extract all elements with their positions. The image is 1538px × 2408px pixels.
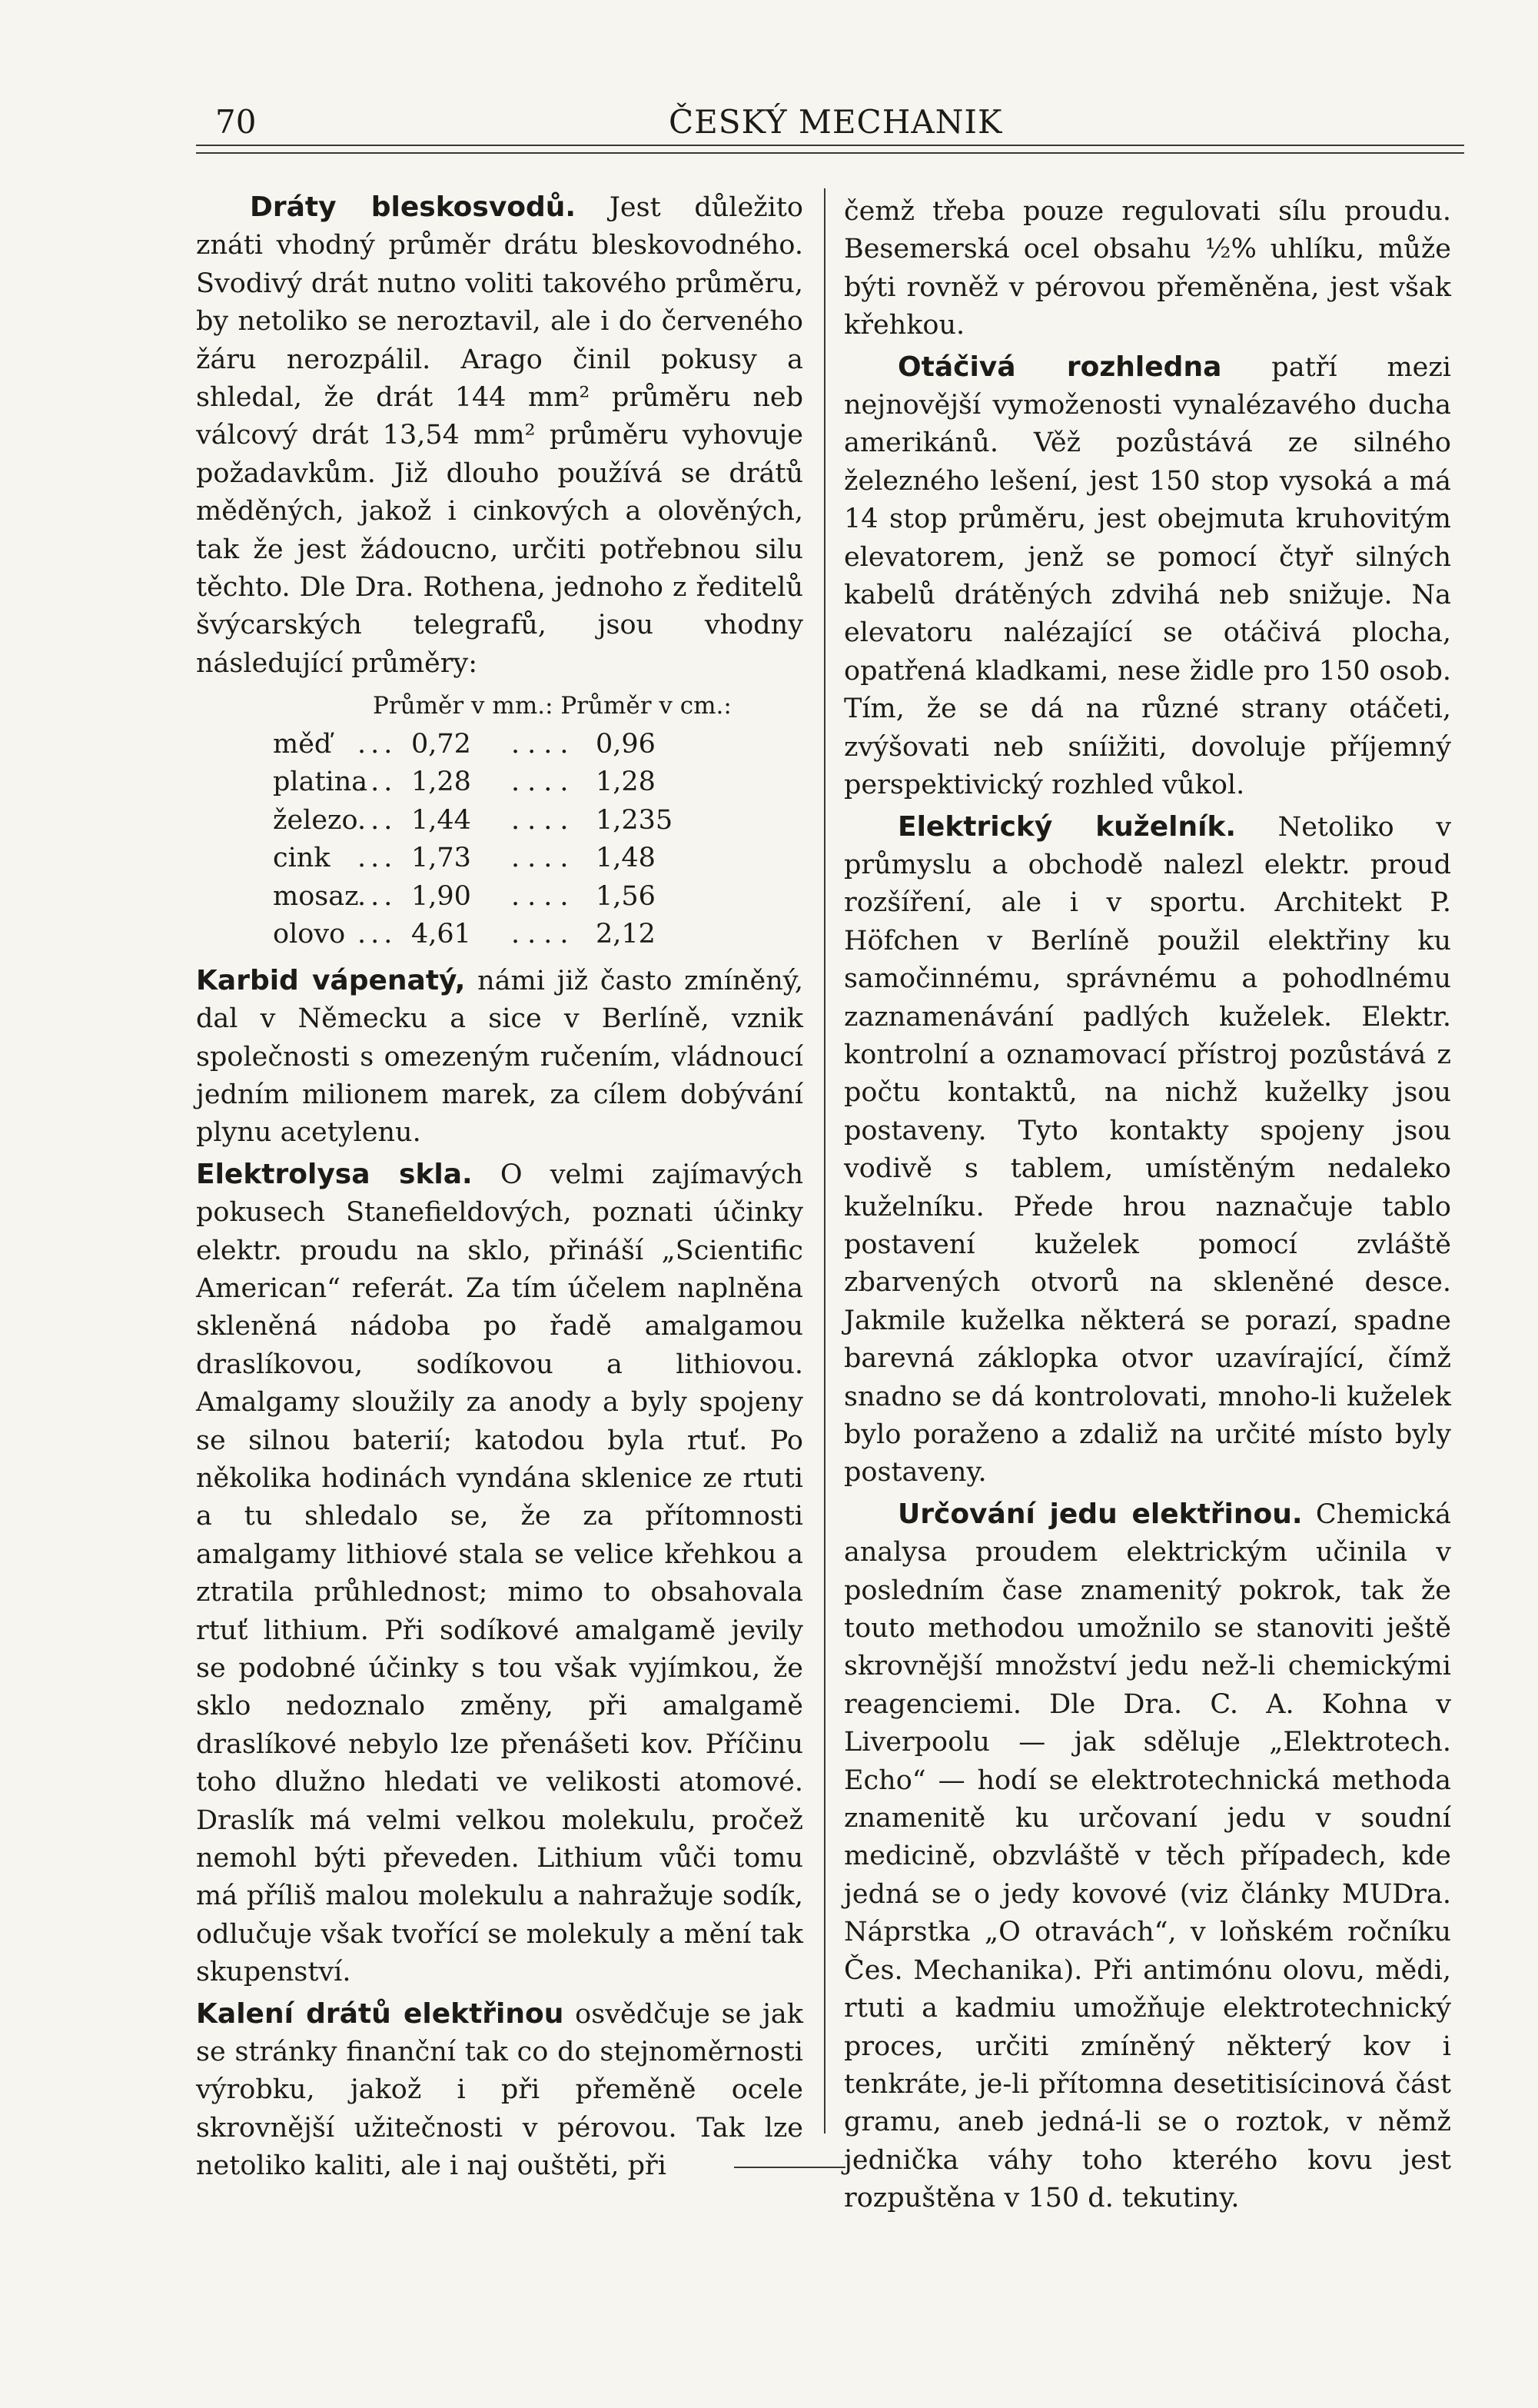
leader-dots: ... [357,919,397,950]
column-divider [824,188,825,2134]
article-rozhledna [844,348,1451,805]
body-kuzelnik: Netoliko v průmyslu a obchodě nalezl elektr. proud rozšíření, ale i v sportu. Architekt P. Höfchen v Berlíně použil elektřiny ku samočinnému, správnému a pohodlnému zaznamenávání padlých kuželek. Elektr. kontrolní a oznamovací přístroj pozůstává z počtu kontaktů, na nichž kuželky jsou postaveny. Tyto kontakty spojeny jsou vodivě s tablem, umístěným nedaleko kuželníku. Přede hrou naznačuje tablo postavení kuželek pomocí zvláště zbarvených otvorů na skleněné desce. Jakmile kuželka některá se porazí, spadne barevná záklopka otvor uzavírající, čímž snadno se dá kontrolovati, mnoho-li kuželek bylo poraženo a zdaliž na určité místo byly postaveny. [844,811,1451,1488]
mm-cell: 1,73 [411,843,471,874]
mm-cell: 1,90 [411,880,471,912]
article-karbid [196,962,803,1152]
article-elektrolysa [196,1156,803,1992]
leader-dots: .... [511,843,576,874]
body-karbid: námi již často zmíněný, dal v Německu a sice v Berlíně, vznik společnosti s omezeným ručením, vládnoucí jedním milionem marek, za cílem dobývání plynu acetylenu. [196,965,804,1149]
table-row [196,726,803,764]
heading-rozhledna: Otáčivá rozhledna [898,351,1222,383]
left-column [196,188,803,2189]
metal-cell: měď [273,728,332,760]
heading-draty: Dráty bleskosvodů. [250,191,576,223]
body-elektrolysa: O velmi zajímavých pokusech Stanefieldových, poznati účinky elektr. proudu na sklo, přináší „Scientific American“ referát. Za tím účelem naplněna skleněná nádoba po řadě amalgamou draslíkovou, sodíkovou a lithiovou. Amalgamy sloužily za anody a byly spojeny se silnou baterií; katodou byla rtuť. Po několika hodinách vyndána sklenice ze rtuti a tu shledalo se, že za přítomnosti amalgamy lithiové stala se velice křehkou a ztratila průhlednost; mimo to obsahovala rtuť lithium. Při sodíkové amalgamě jevily se podobné účinky s tou však vyjímkou, že sklo nedoznalo změny, při amalgamě draslíkové nebylo lze přenášeti kov. Příčinu toho dlužno hledati ve velikosti atomové. Draslík má velmi velkou molekulu, pročež nemohl býti převeden. Lithium vůči tomu má příliš malou molekulu a nahražuje sodík, odlučuje však tvořící se molekuly a mění tak skupenství. [196,1159,803,1988]
leader-dots: ... [357,767,397,798]
right-column [844,188,1451,2221]
header-rule-bottom [196,152,1464,154]
article-kuzelnik [844,808,1451,1492]
journal-title: ČESKÝ MECHANIK [669,103,1003,141]
table-row [196,878,803,916]
heading-jed: Určování jedu elektřinou. [898,1498,1303,1530]
page-number: 70 [215,103,257,141]
leader-dots: ... [357,880,397,912]
cm-cell: 1,235 [596,804,673,836]
mm-cell: 0,72 [411,728,471,760]
leader-dots: .... [511,767,576,798]
metal-cell: mosaz [273,880,359,912]
heading-elektrolysa: Elektrolysa skla. [196,1158,473,1190]
body-rozhledna: patří mezi nejnovější vymoženosti vynalézavého ducha amerikánů. Věž pozůstává ze silného železného lešení, jest 150 stop vysoká a má 14 stop průměru, jest obejmuta kruhovitým elevatorem, jenž se pomocí čtyř silných kabelů drátěných zdvihá neb snižuje. Na elevatoru nalézající se otáčivá plocha, opatřená kladkami, nese židle pro 150 osob. Tím, že se dá na různé strany otáčeti, zvýšovati neb sníižiti, dovoluje příjemný perspektivický rozhled vůkol. [844,351,1451,801]
leader-dots: .... [511,804,576,836]
article-kaleni [196,1995,803,2186]
cm-cell: 0,96 [596,728,656,760]
metal-cell: platina [273,767,368,798]
article-jed [844,1495,1451,2218]
leader-dots: ... [357,728,397,760]
mm-cell: 1,44 [411,804,471,836]
leader-dots: .... [511,728,576,760]
cm-cell: 2,12 [596,919,656,950]
table-row [196,802,803,840]
metal-cell: olovo [273,919,346,950]
body-kaleni: osvědčuje se jak se stránky finanční tak co do stejnoměrnosti výrobku, jakož i při přeměně ocele skrovnější užitečnosti v pérovou. Tak lze netoliko kaliti, ale i naj ouštěti, při [196,1998,803,2182]
table-row [196,763,803,802]
body-draty: Jest důležito znáti vhodný průměr drátu bleskovodného. Svodivý drát nutno voliti takového průměru, by netoliko se neroztavil, ale i do červeného žáru nerozpálil. Arago činil pokusy a shledal, že drát 144 mm² průměru neb válcový drát 13,54 mm² průměru vyhovuje požadavkům. Již dlouho používá se drátů měděných, jakož i cinkových a olověných, tak že jest žádoucno, určiti potřebnou silu těchto. Dle Dra. Rothena, jednoho z ředitelů švýcarských telegrafů, jsou vhodny následující průměry: [196,192,803,679]
body-jed: Chemická analysa proudem elektrickým učinila v posledním čase znamenitý pokrok, tak že touto methodou umožnilo se stanoviti ještě skrovnější množství jedu než-li chemickými reagenciemi. Dle Dra. C. A. Kohna v Liverpoolu — jak sděluje „Elektrotech. Echo“ — hodí se elektrotechnická methoda znamenitě ku určovaní jedu v soudní medicině, obzvláště v těch případech, kde jedná se o jedy kovové (viz články MUDra. Náprstka „O otravách“, v loňském ročníku Čes. Mechanika). Při antimónu olovu, mědi, rtuti a kadmiu umožňuje elektrotechnický proces, určiti zmíněný některý kov i tenkráte, je-li přítomna desetitisícinová část gramu, aneb jedná-li se o roztok, v němž jednička váhy toho kterého kovu jest rozpuštěna v 150 d. tekutiny. [844,1498,1451,2214]
heading-kaleni: Kalení drátů elektřinou [196,1997,564,2030]
table-header: Průměr v mm.: Průměr v cm.: [373,692,732,720]
mm-cell: 1,28 [411,767,471,798]
cm-cell: 1,56 [596,880,656,912]
leader-dots: ... [357,843,397,874]
heading-karbid: Karbid vápenatý, [196,964,466,996]
leader-dots: ... [357,804,397,836]
table-row [196,840,803,878]
metal-cell: cink [273,843,331,874]
article-kaleni-continued: čemž třeba pouze regulovati sílu proudu. Besemerská ocel obsahu ½% uhlíku, může býti rovněž v pérovou přeměněna, jest však křehkou. [844,196,1451,341]
article-draty [196,188,803,683]
table-row [196,916,803,954]
metal-cell: železo [273,804,358,836]
wire-diameter-table [196,687,803,953]
running-header [192,98,1460,145]
end-rule [734,2167,845,2168]
leader-dots: .... [511,919,576,950]
leader-dots: .... [511,880,576,912]
cm-cell: 1,48 [596,843,656,874]
mm-cell: 4,61 [411,919,471,950]
cm-cell: 1,28 [596,767,656,798]
header-rule-top [196,145,1464,146]
heading-kuzelnik: Elektrický kuželník. [898,810,1237,843]
